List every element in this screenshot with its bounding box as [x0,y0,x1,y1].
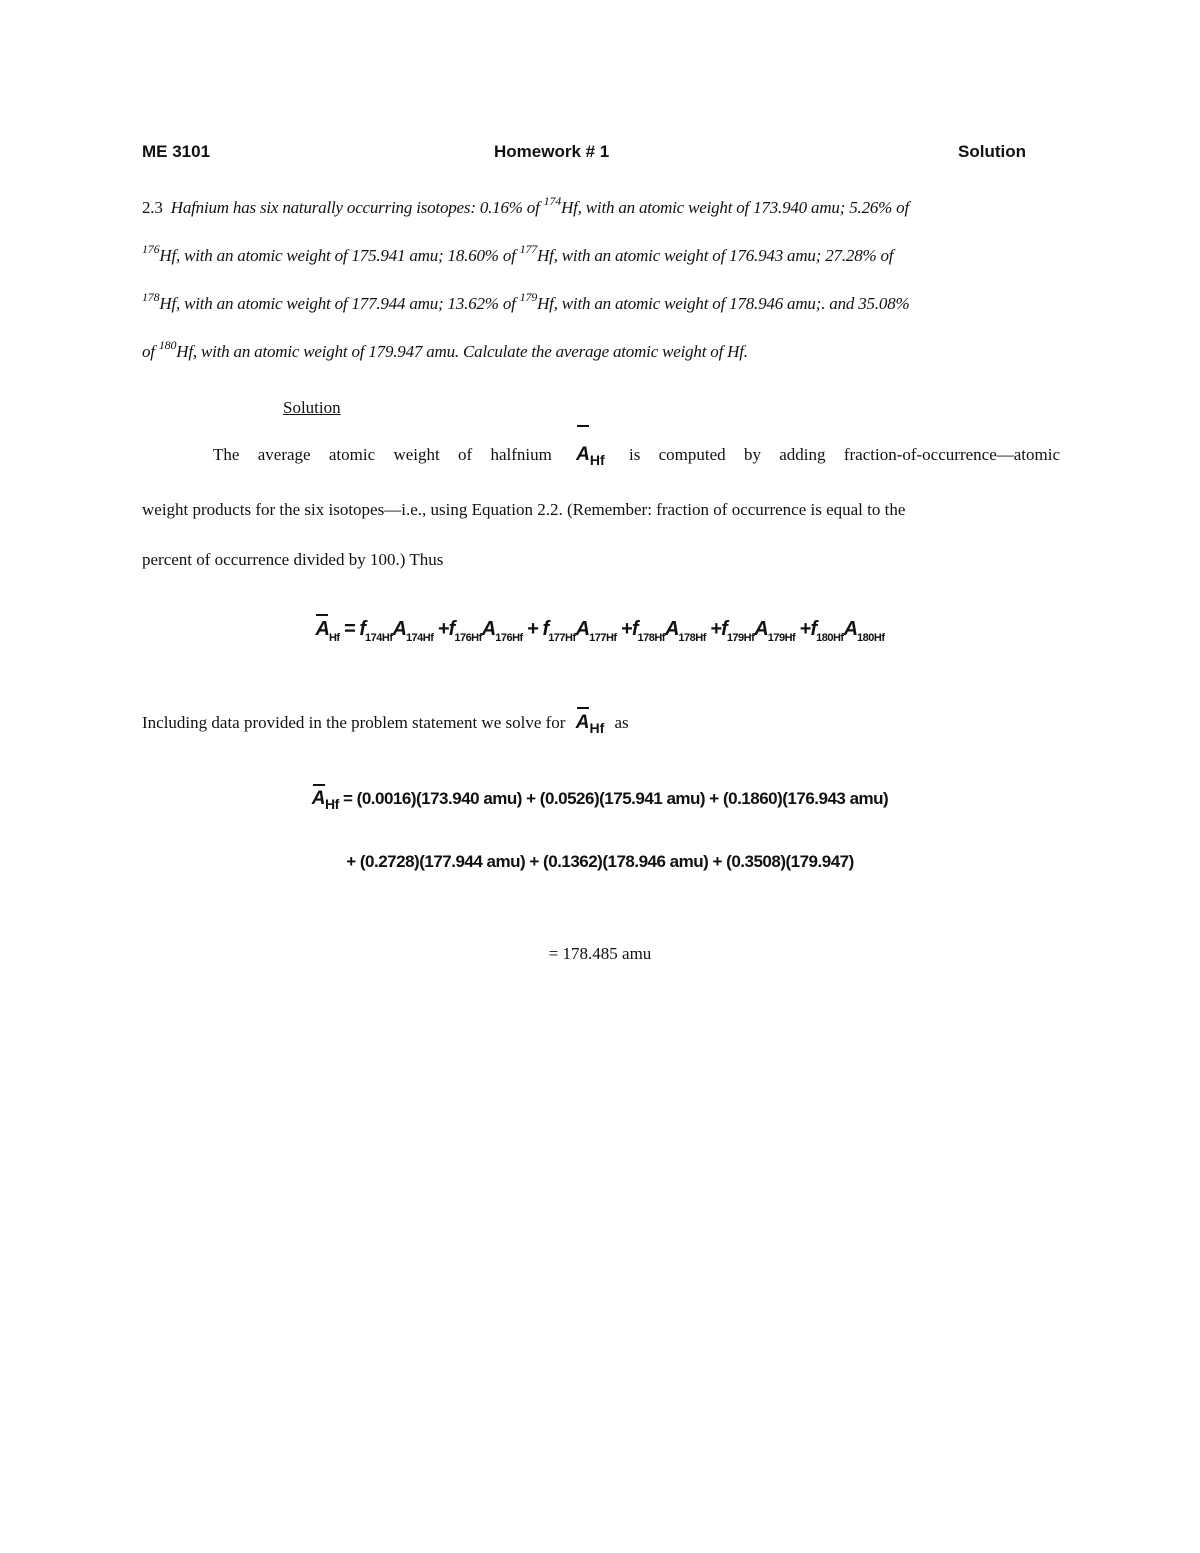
course-code: ME 3101 [142,142,211,161]
equation-term: $f_{176Hf}A_{176Hf}$ + [448,618,543,644]
average-weight-equation: $A_{Hf} = f_{174Hf}A_{174Hf} +f_{176Hf}A_{176Hf} + f_{177Hf}A_{177Hf} +f_{178Hf}A_{178Hf} +f_{179Hf}A_{179Hf} +f_{180Hf}A_{180Hf}$ [315,618,885,644]
problem-line-1: 2.3 Hafnium has six naturally occurring isotopes: 0.16% of $^{174}$Hf, with an atomic weight of 173.940 amu; 5.26% of [142,194,910,217]
solution-line-2: weight products for the six isotopes—i.e., using Equation 2.2. (Remember: fraction of occurrence is equal to the [142,500,906,519]
solution-line-3: percent of occurrence divided by 100.) Thus [142,550,444,569]
document-header [142,142,1026,168]
problem-number: 2.3 [142,198,163,217]
problem-line-2: $^{176}$Hf, with an atomic weight of 175.941 amu; 18.60% of $^{177}$Hf, with an atomic weight of 176.943 amu; 27.28% of [142,242,894,265]
equation-term: $f_{179Hf}A_{179Hf}$ + [721,618,811,644]
calculation-line-1: $A_{Hf} = (0.0016)(173.940$ amu) + (0.0526)(175.941 amu) + (0.1860)(176.943 amu) [311,788,889,812]
equation-term: $f_{177Hf}A_{177Hf}$ + [542,618,632,644]
problem-line-4: of $^{180}$Hf, with an atomic weight of 179.947 amu. Calculate the average atomic weight of Hf. [142,338,748,361]
solution-paragraph [142,430,1060,585]
problem-statement [142,184,1062,376]
solution-heading: Solution [283,398,341,417]
homework-title: Homework # 1 [494,142,610,161]
equation-term: $f_{178Hf}A_{178Hf}$ + [631,618,722,644]
including-data-sentence: Including data provided in the problem statement we solve for $A_{Hf}$ as [142,712,629,736]
equation-term: $f_{180Hf}A_{180Hf}$ [810,618,885,644]
calculation-line-2: + (0.2728)(177.944 amu) + (0.1362)(178.946 amu) + (0.3508)(179.947) [346,852,854,871]
final-result: = 178.485 amu [548,944,652,963]
problem-line-3: $^{178}$Hf, with an atomic weight of 177.944 amu; 13.62% of $^{179}$Hf, with an atomic weight of 178.946 amu;. and 35.08% [142,290,910,313]
avg-atomic-weight-symbol: $A_{Hf}$ [576,712,605,736]
solution-label: Solution [958,142,1026,161]
solution-line-1: The average atomic weight of halfnium $A_{Hf}$ is computed by adding fraction-of-occurrence—atomic [142,430,1060,485]
avg-atomic-weight-symbol: $A_{Hf}$ [576,430,605,485]
equation-term: $f_{174Hf}A_{174Hf}$ + [359,618,449,644]
